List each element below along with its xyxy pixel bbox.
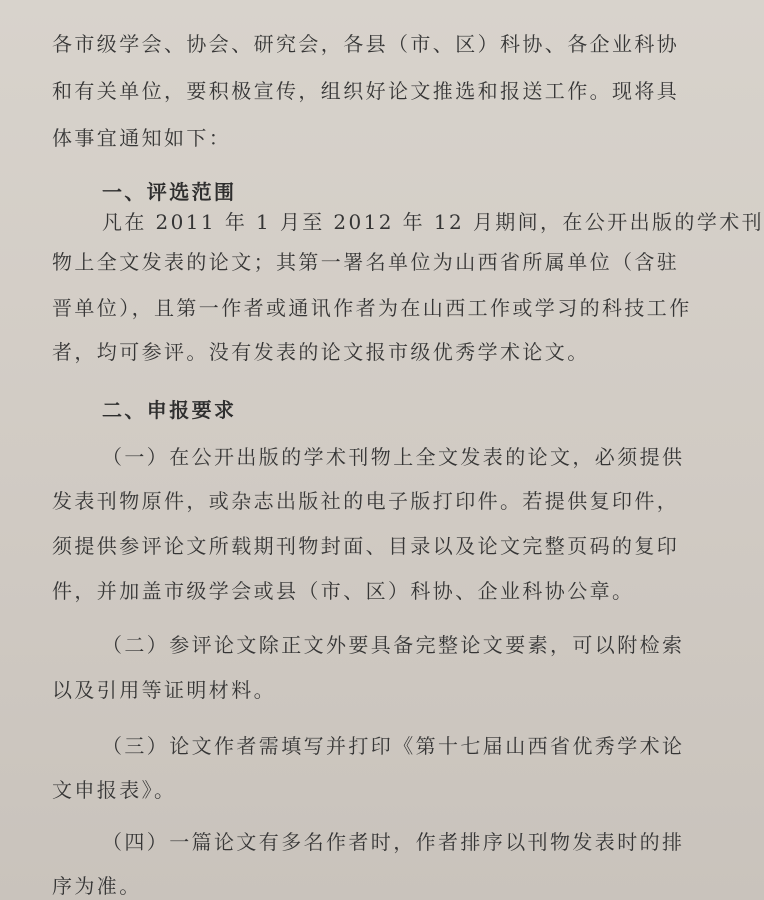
paragraph-line: 晋单位），且第一作者或通讯作者为在山西工作或学习的科技工作 bbox=[52, 296, 692, 320]
paragraph-line: （三）论文作者需填写并打印《第十七届山西省优秀学术论 bbox=[102, 734, 685, 758]
paragraph-line: 物上全文发表的论文；其第一署名单位为山西省所属单位（含驻 bbox=[52, 250, 680, 274]
paragraph-line: 件，并加盖市级学会或县（市、区）科协、企业科协公章。 bbox=[52, 579, 635, 603]
paragraph-line: 文申报表》。 bbox=[52, 778, 177, 802]
paragraph-line: 须提供参评论文所载期刊物封面、目录以及论文完整页码的复印 bbox=[52, 534, 680, 558]
paragraph-line: 序为准。 bbox=[52, 874, 142, 898]
intro-line: 各市级学会、协会、研究会，各县（市、区）科协、各企业科协 bbox=[52, 32, 680, 56]
paragraph-line: （二）参评论文除正文外要具备完整论文要素，可以附检索 bbox=[102, 633, 685, 657]
paragraph-line: （四）一篇论文有多名作者时，作者排序以刊物发表时的排 bbox=[102, 830, 685, 854]
section-heading: 一、评选范围 bbox=[102, 180, 237, 204]
paragraph-line: （一）在公开出版的学术刊物上全文发表的论文，必须提供 bbox=[102, 445, 685, 469]
paragraph-line: 发表刊物原件，或杂志出版社的电子版打印件。若提供复印件， bbox=[52, 489, 680, 513]
paragraph-line: 以及引用等证明材料。 bbox=[52, 678, 276, 702]
section-heading: 二、申报要求 bbox=[102, 398, 237, 422]
paragraph-line: 者，均可参评。没有发表的论文报市级优秀学术论文。 bbox=[52, 340, 590, 364]
intro-line: 和有关单位，要积极宣传，组织好论文推选和报送工作。现将具 bbox=[52, 79, 680, 103]
paragraph-line: 凡在 2011 年 1 月至 2012 年 12 月期间，在公开出版的学术刊 bbox=[102, 210, 764, 234]
intro-line: 体事宜通知如下： bbox=[52, 126, 232, 150]
